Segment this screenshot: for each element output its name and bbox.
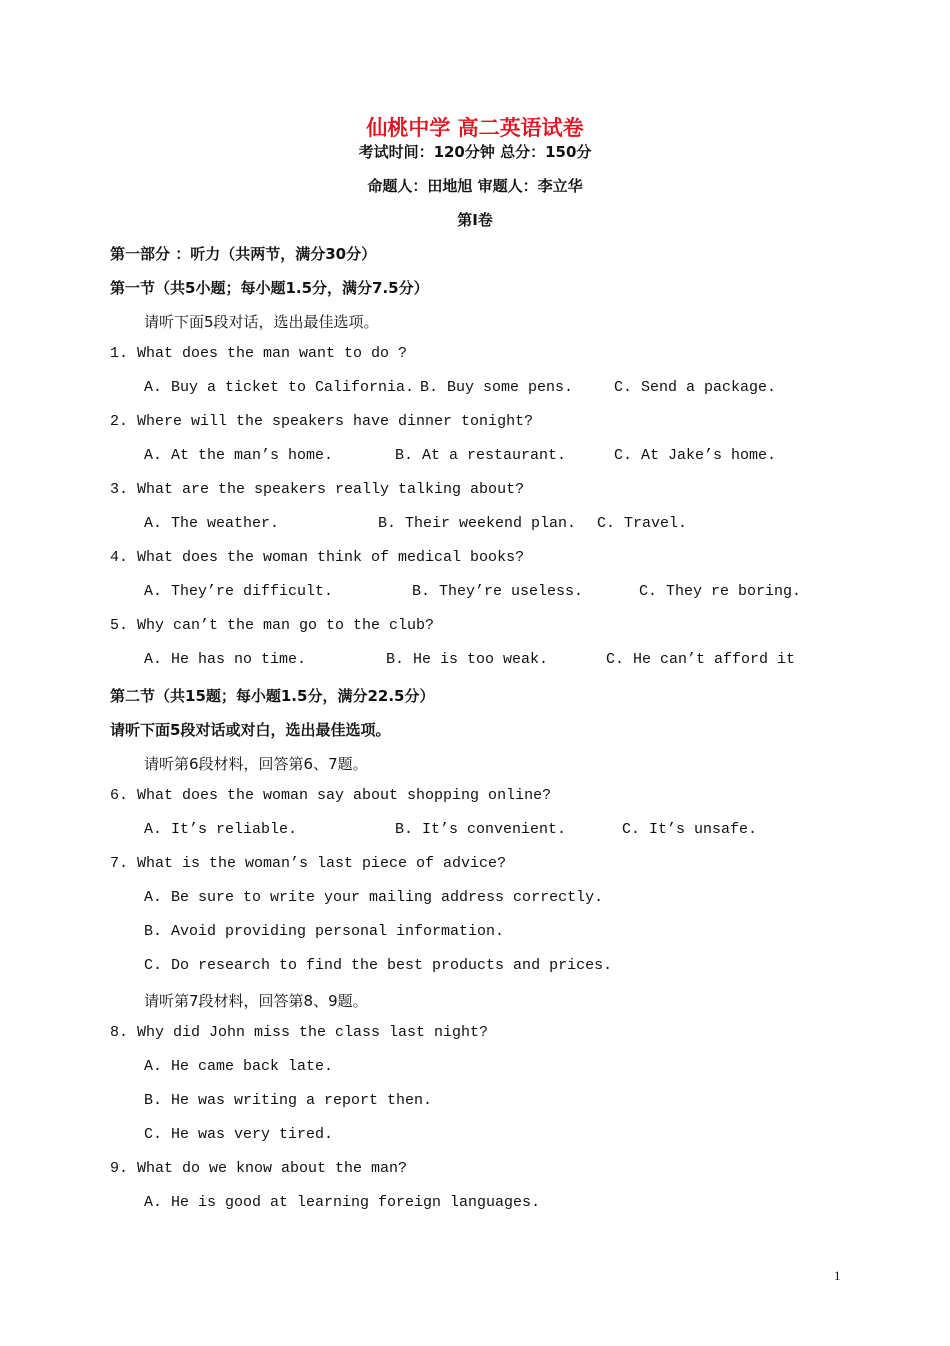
part1-heading: 第一部分 ：听力（共两节，满分30分） [110, 245, 377, 263]
question-6: 6. What does the woman say about shopping online? [110, 787, 552, 804]
exam-title: 仙桃中学 高二英语试卷 [366, 116, 584, 140]
question-4-option-a: A. They’re difficult. [144, 583, 334, 600]
question-7-option-b: B. Avoid providing personal information. [144, 923, 505, 940]
question-7-option-a: A. Be sure to write your mailing address correctly. [144, 889, 604, 906]
question-2-option-a: A. At the man’s home. [144, 447, 334, 464]
page-number: 1 [834, 1268, 841, 1283]
question-1-option-a: A. Buy a ticket to California. [144, 379, 415, 396]
question-1: 1. What does the man want to do ? [110, 345, 408, 362]
question-9-option-a: A. He is good at learning foreign languages. [144, 1194, 541, 1211]
question-3-option-a: A. The weather. [144, 515, 280, 532]
question-8-option-a: A. He came back late. [144, 1058, 334, 1075]
question-3-option-b: B. Their weekend plan. [378, 515, 577, 532]
exam-info: 考试时间：120分钟 总分：150分 [358, 143, 592, 161]
material-6-note: 请听第6段材料，回答第6、7题。 [144, 755, 368, 773]
question-2-option-b: B. At a restaurant. [395, 447, 567, 464]
question-5-option-b: B. He is too weak. [386, 651, 549, 668]
question-4-option-b: B. They’re useless. [412, 583, 584, 600]
section2-instruction: 请听下面5段对话或对白，选出最佳选项。 [110, 721, 391, 739]
section1-heading: 第一节（共5小题；每小题1.5分，满分7.5分） [110, 279, 429, 297]
question-6-option-c: C. It’s unsafe. [622, 821, 758, 838]
section1-instruction: 请听下面5段对话，选出最佳选项。 [144, 313, 379, 331]
question-5-option-c: C. He can’t afford it [606, 651, 796, 668]
question-5: 5. Why can’t the man go to the club? [110, 617, 435, 634]
question-8-option-b: B. He was writing a report then. [144, 1092, 433, 1109]
material-7-note: 请听第7段材料，回答第8、9题。 [144, 992, 368, 1010]
question-4-option-c: C. They re boring. [639, 583, 802, 600]
question-8-option-c: C. He was very tired. [144, 1126, 334, 1143]
question-4: 4. What does the woman think of medical books? [110, 549, 525, 566]
section2-heading: 第二节（共15题；每小题1.5分，满分22.5分） [110, 687, 435, 705]
question-5-option-a: A. He has no time. [144, 651, 307, 668]
question-7-option-c: C. Do research to find the best products and prices. [144, 957, 613, 974]
question-9: 9. What do we know about the man? [110, 1160, 408, 1177]
question-6-option-a: A. It’s reliable. [144, 821, 298, 838]
question-3: 3. What are the speakers really talking about? [110, 481, 525, 498]
question-1-option-c: C. Send a package. [614, 379, 777, 396]
volume-label: 第Ⅰ卷 [457, 211, 493, 229]
question-6-option-b: B. It’s convenient. [395, 821, 567, 838]
question-8: 8. Why did John miss the class last night? [110, 1024, 489, 1041]
question-2-option-c: C. At Jake’s home. [614, 447, 777, 464]
question-2: 2. Where will the speakers have dinner tonight? [110, 413, 534, 430]
question-7: 7. What is the woman’s last piece of advice? [110, 855, 507, 872]
question-3-option-c: C. Travel. [597, 515, 688, 532]
exam-authors: 命题人：田地旭 审题人：李立华 [367, 177, 583, 195]
question-1-option-b: B. Buy some pens. [420, 379, 574, 396]
